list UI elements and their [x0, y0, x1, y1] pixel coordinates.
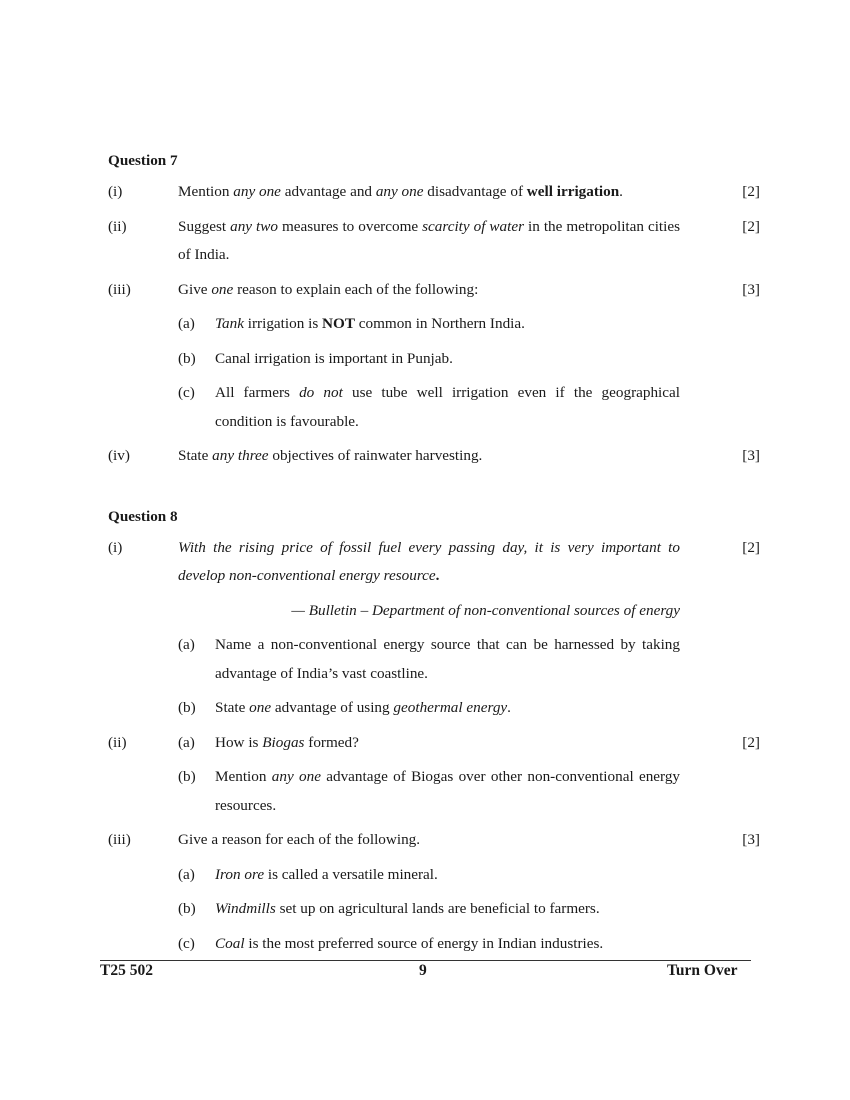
sub-question	[178, 631, 680, 688]
text-segment: Suggest	[178, 217, 231, 235]
italic-text: scarcity of water	[422, 217, 525, 235]
text-segment: objectives of rainwater harvesting.	[268, 447, 483, 464]
marks-label: [3]	[742, 280, 760, 298]
text-segment: is called a versatile mineral.	[264, 865, 438, 883]
page-number: 9	[419, 962, 427, 979]
item-text	[178, 442, 680, 471]
text-segment: advantage of Biogas over other non-conventional energy resources.	[215, 768, 681, 814]
quote-attribution: — Bulletin – Department of non-conventional sources of energy	[291, 601, 680, 619]
question-title: Question 8	[108, 507, 178, 525]
item-text	[178, 276, 680, 305]
sub-text	[215, 930, 680, 959]
sub-label: (b)	[178, 900, 196, 917]
sub-question	[178, 379, 680, 436]
bold-text: .	[435, 567, 440, 584]
italic-text: any one	[271, 768, 321, 785]
item-number: (iii)	[108, 831, 131, 848]
text-segment: in the metropolitan cities of India.	[178, 217, 681, 263]
question-item	[108, 178, 760, 207]
sub-text	[215, 729, 680, 758]
footer-divider	[100, 960, 751, 961]
sub-question	[178, 694, 680, 723]
bold-text: NOT	[322, 315, 355, 332]
italic-text: Tank	[215, 315, 244, 332]
question-content	[108, 150, 760, 993]
italic-text: any three	[212, 447, 269, 464]
sub-label: (a)	[178, 315, 195, 332]
sub-text	[215, 895, 680, 924]
item-body	[178, 178, 680, 207]
text-segment: Canal irrigation is important in Punjab.	[215, 349, 453, 367]
text-segment: formed?	[304, 733, 359, 751]
item-number: (ii)	[108, 217, 127, 235]
text-segment: disadvantage of	[423, 183, 527, 200]
item-body	[178, 534, 680, 723]
marks-label: [2]	[742, 733, 760, 751]
text-segment: .	[619, 183, 623, 200]
italic-text: any one	[233, 183, 281, 200]
sub-question	[178, 345, 680, 374]
item-body	[178, 826, 680, 958]
item-body	[178, 442, 680, 471]
marks-label: [2]	[742, 538, 760, 556]
sub-question	[178, 729, 680, 758]
item-number: (i)	[108, 183, 123, 200]
marks-label: [3]	[742, 831, 760, 848]
text-segment: is the most preferred source of energy in Indian industries.	[244, 934, 604, 952]
sub-question	[178, 763, 680, 820]
question-item	[108, 826, 760, 958]
text-segment: All farmers	[215, 384, 300, 401]
text-segment: set up on agricultural lands are beneficial to farmers.	[275, 900, 600, 917]
item-number: (iii)	[108, 280, 131, 298]
turn-over-label: Turn Over	[667, 962, 738, 979]
item-number: (i)	[108, 538, 123, 556]
sub-text	[215, 763, 680, 820]
text-segment: State	[178, 447, 213, 464]
item-text	[178, 826, 680, 855]
sub-label: (b)	[178, 349, 196, 367]
italic-text: Coal	[215, 934, 245, 952]
question-item	[108, 534, 760, 723]
italic-text: any one	[375, 183, 424, 200]
text-segment: .	[507, 699, 511, 716]
item-text	[178, 213, 680, 270]
italic-text: one	[249, 699, 272, 716]
italic-text: Windmills	[215, 900, 276, 917]
item-body	[178, 729, 680, 821]
item-number: (iv)	[108, 447, 130, 464]
sub-question	[178, 861, 680, 890]
marks-label: [2]	[742, 217, 760, 235]
question-block	[108, 506, 760, 959]
text-segment: advantage and	[280, 183, 376, 200]
italic-text: Iron ore	[215, 865, 265, 883]
sub-text	[215, 345, 680, 374]
text-segment: Give a reason for each of the following.	[178, 831, 421, 848]
sub-label: (b)	[178, 699, 196, 716]
text-segment: advantage of using	[271, 699, 394, 716]
marks-label: [2]	[742, 183, 760, 200]
marks-label: [3]	[742, 447, 760, 464]
italic-text: any two	[230, 217, 278, 235]
sub-label: (a)	[178, 733, 195, 751]
sub-text	[215, 631, 680, 688]
text-segment: How is	[215, 733, 263, 751]
item-text	[178, 534, 680, 591]
italic-text: geothermal energy	[393, 699, 508, 716]
text-segment: Name a non-conventional energy source that can be harnessed by taking advantage of India’s vast coastline.	[215, 636, 680, 682]
question-item	[108, 276, 760, 437]
text-segment: irrigation is	[243, 315, 323, 332]
question-item	[108, 729, 760, 821]
sub-label: (a)	[178, 636, 195, 653]
question-item	[108, 442, 760, 471]
sub-label: (b)	[178, 768, 196, 785]
sub-text	[215, 861, 680, 890]
question-block	[108, 150, 760, 471]
text-segment: measures to overcome	[277, 217, 423, 235]
sub-text	[215, 310, 680, 339]
item-body	[178, 213, 680, 270]
italic-text: Biogas	[262, 733, 305, 751]
bold-text: well irrigation	[526, 183, 620, 200]
item-text	[178, 178, 680, 207]
text-segment: use tube well irrigation even if the geographical condition is favourable.	[215, 384, 680, 430]
text-segment: Mention	[215, 768, 272, 785]
italic-text: With the rising price of fossil fuel every passing day, it is very important to develop non-conventional energy resource	[178, 538, 680, 584]
text-segment: State	[215, 699, 250, 716]
sub-text	[215, 379, 680, 436]
sub-label: (a)	[178, 865, 195, 883]
item-number: (ii)	[108, 733, 127, 751]
italic-text: one	[211, 280, 234, 298]
text-segment: Mention	[178, 183, 234, 200]
sub-label: (c)	[178, 384, 195, 401]
sub-text	[215, 694, 680, 723]
sub-question	[178, 930, 680, 959]
sub-question	[178, 310, 680, 339]
sub-question	[178, 895, 680, 924]
italic-text: do not	[299, 384, 343, 401]
text-segment: Give	[178, 280, 212, 298]
question-title: Question 7	[108, 152, 178, 169]
sub-label: (c)	[178, 934, 195, 952]
text-segment: common in Northern India.	[354, 315, 525, 332]
paper-code: T25 502	[100, 962, 153, 979]
item-body	[178, 276, 680, 437]
question-item	[108, 213, 760, 270]
text-segment: reason to explain each of the following:	[233, 280, 479, 298]
